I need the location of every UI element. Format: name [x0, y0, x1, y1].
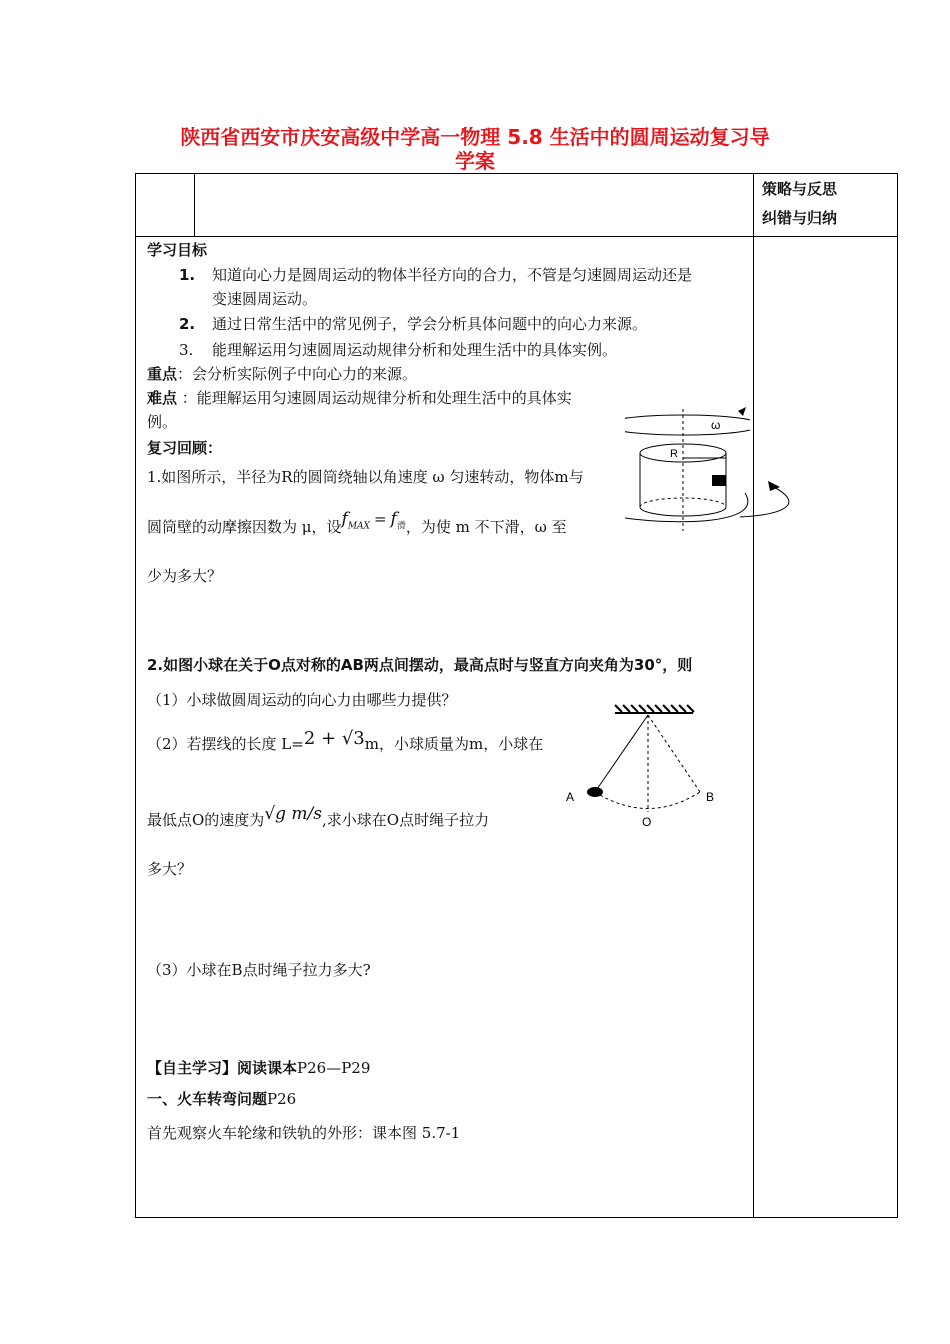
right-dashed-line — [648, 715, 700, 792]
q1-line2-pre: 圆筒壁的动摩擦因数为 μ，设 — [147, 518, 342, 536]
document-title-line2: 学案 — [455, 149, 495, 173]
q2-sub3: （3）小球在B点时绳子拉力多大? — [147, 961, 371, 979]
lower-arc-arrow-icon — [740, 475, 820, 535]
key-point-line — [147, 364, 417, 384]
q2-sub1: （1）小球做圆周运动的向心力由哪些力提供？ — [147, 691, 457, 709]
objective-2-number: 2. — [179, 315, 196, 333]
pendulum-string — [595, 715, 648, 792]
f-max-symbol: $f_{MAX}$ — [341, 509, 370, 532]
lower-rotation-arc — [625, 493, 748, 522]
q1-line3: 少为多大？ — [147, 567, 223, 585]
q2-sub2: （2）若摆线的长度 L=2 + √3m，小球质量为m，小球在 — [147, 728, 544, 753]
q2-sub2-line2: 最低点O的速度为√g m/s,求小球在O点时绳子拉力 — [147, 804, 490, 829]
rotating-cylinder-figure — [625, 403, 750, 533]
side-header-correction: 纠错与归纳 — [762, 209, 838, 227]
objectives-heading: 学习目标 — [147, 241, 208, 259]
q1-line2 — [147, 509, 567, 544]
q1-line2-post: ，为使 m 不下滑，ω 至 — [405, 518, 567, 536]
radius-label: R — [670, 448, 678, 460]
side-header-strategy: 策略与反思 — [762, 180, 838, 198]
key-point-label: 重点 — [147, 365, 178, 383]
difficulty-text-line2: 例。 — [147, 413, 178, 431]
header-row-divider — [135, 236, 898, 237]
label-a: A — [566, 790, 575, 804]
header-col-divider — [194, 173, 195, 236]
objective-3-line1: 能理解运用匀速圆周运动规律分析和处理生活中的具体实例。 — [212, 341, 618, 359]
difficulty-text-line1: ：能理解运用匀速圆周运动规律分析和处理生活中的具体实 — [177, 389, 572, 407]
self-study-heading: 【自主学习】阅读课本P26—P29 — [147, 1059, 371, 1077]
label-o: O — [642, 815, 652, 829]
length-expression: 2 + √3 — [303, 728, 365, 749]
key-point-text: ：会分析实际例子中向心力的来源。 — [177, 365, 418, 383]
block-m-icon — [712, 475, 726, 486]
label-b: B — [706, 790, 715, 804]
omega-label: ω — [711, 418, 721, 432]
q1-line1: 1.如图所示，半径为R的圆筒绕轴以角速度 ω 匀速转动，物体m与 — [147, 468, 584, 486]
pendulum-ball — [587, 787, 603, 797]
observe-text: 首先观察火车轮缘和铁轨的外形：课本图 5.7-1 — [147, 1124, 461, 1142]
equals-sign: = — [373, 510, 387, 528]
side-col-divider — [753, 173, 754, 1218]
objective-1-line2: 变速圆周运动。 — [212, 290, 318, 308]
objective-2-line1: 通过日常生活中的常见例子，学会分析具体问题中的向心力来源。 — [212, 315, 648, 333]
q2-sub2-line3: 多大？ — [147, 860, 193, 878]
objective-1-number: 1. — [179, 266, 196, 284]
train-turning-heading: 一、火车转弯问题P26 — [147, 1090, 297, 1108]
objective-3-number: 3. — [179, 341, 194, 359]
pendulum-figure — [560, 700, 740, 830]
review-heading: 复习回顾： — [147, 439, 223, 457]
document-title-line1: 陕西省西安市庆安高级中学高一物理 5.8 生活中的圆周运动复习导 — [180, 125, 770, 149]
q2-line1: 2.如图小球在关于O点对称的AB两点间摆动，最高点时与竖直方向夹角为30°，则 — [147, 656, 693, 674]
velocity-expression: √g m/s — [264, 804, 323, 824]
omega-arc — [625, 415, 750, 435]
objective-1-line1: 知道向心力是圆周运动的物体半径方向的合力，不管是匀速圆周运动还是 — [212, 266, 693, 284]
difficulty-label: 难点 — [147, 389, 178, 407]
omega-arrow-icon — [738, 407, 746, 416]
difficulty-line1 — [147, 388, 572, 408]
f-slide-symbol: $f_滑$ — [390, 509, 406, 532]
